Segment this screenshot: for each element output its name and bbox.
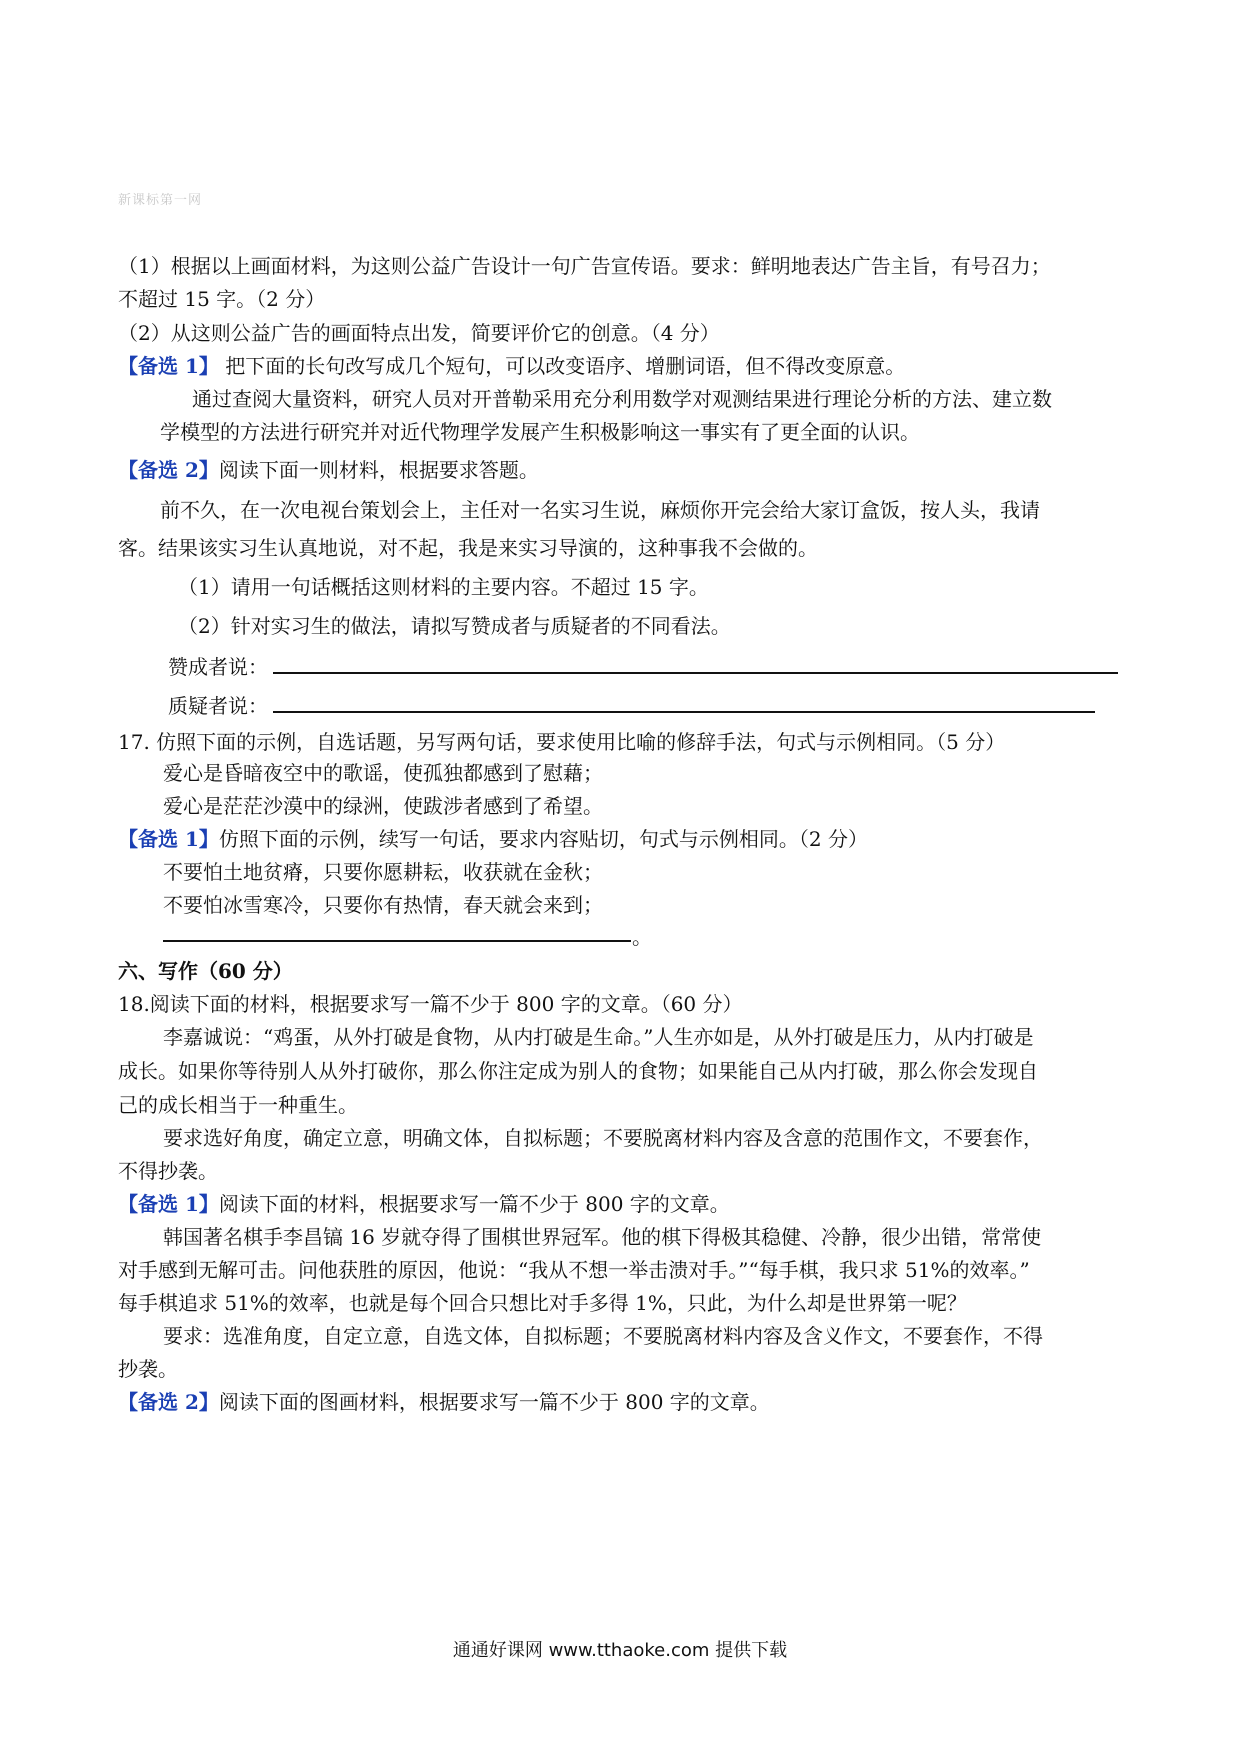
example-line-4: 不要怕冰雪寒冷，只要你有热情，春天就会来到； — [163, 893, 603, 917]
continuation-period: 。 — [632, 925, 652, 949]
q18-material-line-3: 己的成长相当于一种重生。 — [118, 1093, 358, 1117]
question-16-1-cont: 不超过 15 字。（2 分） — [118, 287, 326, 311]
long-sentence-line-2: 学模型的方法进行研究并对近代物理学发展产生积极影响这一事实有了更全面的认识。 — [160, 420, 920, 444]
example-line-1: 爱心是昏暗夜空中的歌谣，使孤独都感到了慰藉； — [163, 761, 603, 785]
continuation-blank — [163, 940, 631, 942]
example-line-3: 不要怕土地贫瘠，只要你愿耕耘，收获就在金秋； — [163, 860, 603, 884]
alt-18-1-instruction: 阅读下面的材料，根据要求写一篇不少于 800 字的文章。 — [218, 1192, 730, 1216]
question-17: 17. 仿照下面的示例，自选话题，另写两句话，要求使用比喻的修辞手法，句式与示例相同。（5 分） — [118, 730, 1006, 754]
alt-18-1-material-line-1: 韩国著名棋手李昌镐 16 岁就夺得了围棋世界冠军。他的棋下得极其稳健、冷静，很少出错，常常使 — [163, 1225, 1042, 1249]
alt-17-instruction: 仿照下面的示例，续写一句话，要求内容贴切，句式与示例相同。（2 分） — [218, 827, 868, 851]
sub-question-1: （1）请用一句话概括这则材料的主要内容。不超过 15 字。 — [178, 575, 709, 599]
question-16-1: （1）根据以上画面材料，为这则公益广告设计一句广告宣传语。要求：鲜明地表达广告主旨，有号召力； — [118, 254, 1051, 278]
material-line-1: 前不久，在一次电视台策划会上，主任对一名实习生说，麻烦你开完会给大家订盒饭，按人头，我请 — [160, 498, 1040, 522]
watermark: 新课标第一网 — [118, 193, 203, 208]
example-line-2: 爱心是茫茫沙漠中的绿洲，使跋涉者感到了希望。 — [163, 794, 603, 818]
alt-18-2-instruction: 阅读下面的图画材料，根据要求写一篇不少于 800 字的文章。 — [218, 1390, 770, 1414]
page-footer: 通通好课网 www.tthaoke.com 提供下载 — [452, 1640, 788, 1661]
question-16-2: （2）从这则公益广告的画面特点出发，简要评价它的创意。（4 分） — [118, 321, 720, 345]
supporter-label: 赞成者说： — [168, 655, 268, 679]
q18-requirement-line-1: 要求选好角度，确定立意，明确文体，自拟标题；不要脱离材料内容及含意的范围作文，不要套作， — [163, 1126, 1043, 1150]
alt-18-2-heading — [118, 1387, 770, 1417]
questioner-answer-blank — [273, 711, 1095, 713]
alt-18-1-heading — [118, 1189, 730, 1219]
alt-1-instruction: 把下面的长句改写成几个短句，可以改变语序、增删词语，但不得改变原意。 — [218, 354, 906, 378]
alt-18-1-material-line-3: 每手棋追求 51%的效率，也就是每个回合只想比对手多得 1%，只此，为什么却是世界第一呢？ — [118, 1291, 967, 1315]
alt-2-heading — [118, 455, 539, 485]
alt-tag: 【备选 2】 — [118, 458, 219, 482]
alt-tag: 【备选 1】 — [118, 1192, 219, 1216]
supporter-answer-blank — [273, 672, 1118, 674]
alt-18-1-requirement-line-2: 抄袭。 — [118, 1357, 178, 1381]
alt-2-instruction: 阅读下面一则材料，根据要求答题。 — [218, 458, 539, 482]
q18-material-line-2: 成长。如果你等待别人从外打破你，那么你注定成为别人的食物；如果能自己从内打破，那么你会发现自 — [118, 1059, 1038, 1083]
alt-tag: 【备选 1】 — [118, 827, 219, 851]
section-6-heading: 六、写作（60 分） — [118, 959, 293, 983]
questioner-label: 质疑者说： — [168, 694, 268, 718]
alt-18-1-material-line-2: 对手感到无解可击。问他获胜的原因，他说：“我从不想一举击溃对手。”“每手棋，我只求 51%的效率。” — [118, 1258, 1030, 1282]
alt-tag: 【备选 2】 — [118, 1390, 219, 1414]
alt-17-heading — [118, 824, 868, 854]
alt-1-heading — [118, 351, 905, 381]
alt-tag: 【备选 1】 — [118, 354, 219, 378]
q18-material-line-1: 李嘉诚说：“鸡蛋，从外打破是食物，从内打破是生命。”人生亦如是，从外打破是压力，从内打破是 — [163, 1025, 1034, 1049]
alt-18-1-requirement-line-1: 要求：选准角度，自定立意，自选文体，自拟标题；不要脱离材料内容及含义作文，不要套作，不得 — [163, 1324, 1043, 1348]
sub-question-2: （2）针对实习生的做法，请拟写赞成者与质疑者的不同看法。 — [178, 614, 731, 638]
q18-requirement-line-2: 不得抄袭。 — [118, 1159, 218, 1183]
long-sentence-line-1: 通过查阅大量资料，研究人员对开普勒采用充分利用数学对观测结果进行理论分析的方法、建立数 — [192, 387, 1052, 411]
question-18: 18.阅读下面的材料，根据要求写一篇不少于 800 字的文章。（60 分） — [118, 992, 743, 1016]
material-line-2: 客。结果该实习生认真地说，对不起，我是来实习导演的，这种事我不会做的。 — [118, 536, 818, 560]
